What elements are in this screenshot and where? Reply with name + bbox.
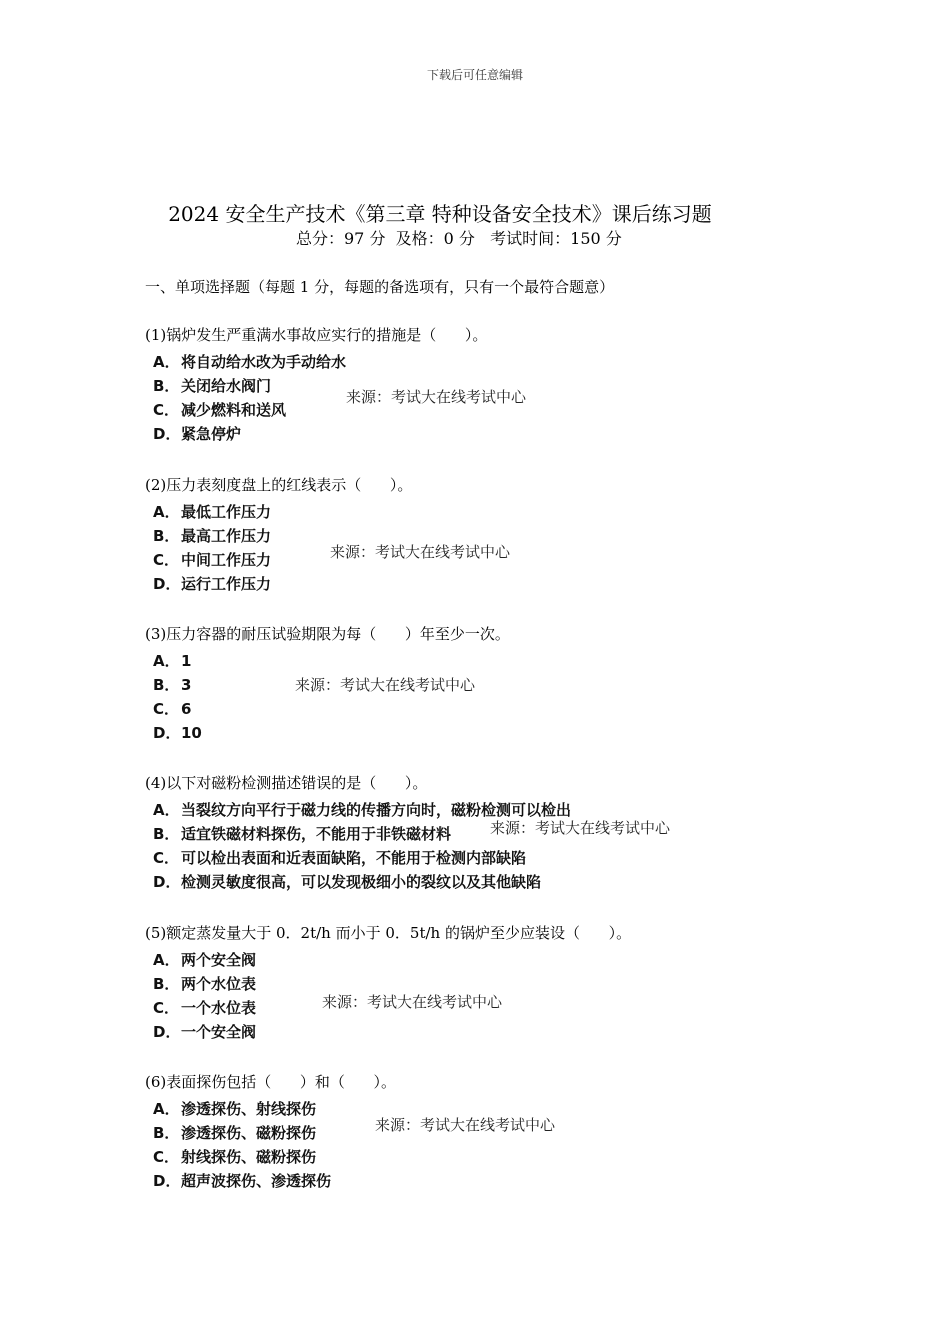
- source-watermark: 来源：考试大在线考试中心: [375, 1116, 556, 1134]
- option-a: [153, 948, 765, 972]
- section-title: 一、单项选择题（每题 1 分，每题的备选项有，只有一个最符合题意）: [145, 278, 615, 296]
- option-text: 运行工作压力: [181, 575, 272, 593]
- option-text: 渗透探伤、射线探伤: [181, 1100, 317, 1118]
- option-text: 紧急停炉: [181, 425, 242, 443]
- option-letter: A．: [153, 1100, 180, 1118]
- option-text: 适宜铁磁材料探伤，不能用于非铁磁材料: [181, 825, 452, 843]
- option-a: [153, 649, 765, 673]
- option-letter: B．: [153, 377, 180, 395]
- option-list: [145, 649, 765, 745]
- option-letter: B．: [153, 527, 180, 545]
- option-text: 将自动给水改为手动给水: [181, 353, 347, 371]
- question-stem: (6)表面探伤包括（ ）和（ ）。: [145, 1073, 396, 1091]
- option-d: [153, 870, 765, 894]
- option-letter: B．: [153, 975, 180, 993]
- question-stem: (3)压力容器的耐压试验期限为每（ ）年至少一次。: [145, 625, 510, 643]
- option-d: [153, 422, 765, 446]
- option-d: [153, 1020, 765, 1044]
- option-letter: B．: [153, 825, 180, 843]
- option-text: 最高工作压力: [181, 527, 272, 545]
- option-text: 射线探伤、磁粉探伤: [181, 1148, 317, 1166]
- option-text: 关闭给水阀门: [181, 377, 272, 395]
- option-letter: C．: [153, 401, 180, 419]
- option-letter: C．: [153, 849, 180, 867]
- option-c: [153, 1145, 765, 1169]
- option-c: [153, 697, 765, 721]
- option-c: [153, 846, 765, 870]
- option-letter: C．: [153, 551, 180, 569]
- option-letter: A．: [153, 652, 180, 670]
- option-letter: C．: [153, 1148, 180, 1166]
- option-letter: D．: [153, 724, 181, 742]
- option-letter: A．: [153, 503, 180, 521]
- exam-meta: 总分：97 分 及格：0 分 考试时间：150 分: [296, 229, 622, 248]
- option-letter: C．: [153, 999, 180, 1017]
- page-header-note: 下载后可任意编辑: [426, 68, 523, 82]
- question-stem: (1)锅炉发生严重满水事故应实行的措施是（ ）。: [145, 326, 488, 344]
- option-text: 两个安全阀: [181, 951, 257, 969]
- option-a: [153, 350, 765, 374]
- option-list: [145, 1097, 765, 1193]
- option-letter: D．: [153, 873, 181, 891]
- question-2: [145, 474, 765, 596]
- option-letter: A．: [153, 801, 180, 819]
- option-text: 减少燃料和送风: [181, 401, 287, 419]
- option-text: 检测灵敏度很高，可以发现极细小的裂纹以及其他缺陷: [181, 873, 542, 891]
- option-text: 一个水位表: [181, 999, 257, 1017]
- option-d: [153, 1169, 765, 1193]
- option-letter: B．: [153, 676, 180, 694]
- option-text: 10: [181, 724, 202, 742]
- option-text: 当裂纹方向平行于磁力线的传播方向时，磁粉检测可以检出: [181, 801, 572, 819]
- option-a: [153, 500, 765, 524]
- option-text: 6: [181, 700, 192, 718]
- option-letter: A．: [153, 951, 180, 969]
- option-text: 超声波探伤、渗透探伤: [181, 1172, 332, 1190]
- option-letter: D．: [153, 1023, 181, 1041]
- option-b: [153, 822, 765, 846]
- question-stem: (5)额定蒸发量大于 0．2t/h 而小于 0．5t/h 的锅炉至少应装设（ ）。: [145, 924, 632, 942]
- question-1: [145, 324, 765, 446]
- document-title: 2024 安全生产技术《第三章 特种设备安全技术》课后练习题: [168, 202, 712, 226]
- option-d: [153, 721, 765, 745]
- option-letter: D．: [153, 575, 181, 593]
- question-4: [145, 772, 765, 894]
- source-watermark: 来源：考试大在线考试中心: [295, 676, 476, 694]
- option-text: 中间工作压力: [181, 551, 272, 569]
- option-text: 一个安全阀: [181, 1023, 257, 1041]
- question-stem: (2)压力表刻度盘上的红线表示（ ）。: [145, 476, 413, 494]
- question-stem: (4)以下对磁粉检测描述错误的是（ ）。: [145, 774, 428, 792]
- question-5: [145, 922, 765, 1044]
- option-text: 1: [181, 652, 192, 670]
- option-list: [145, 798, 765, 894]
- option-text: 可以检出表面和近表面缺陷，不能用于检测内部缺陷: [181, 849, 527, 867]
- source-watermark: 来源：考试大在线考试中心: [330, 543, 511, 561]
- option-letter: B．: [153, 1124, 180, 1142]
- option-text: 3: [181, 676, 192, 694]
- option-text: 渗透探伤、磁粉探伤: [181, 1124, 317, 1142]
- option-text: 最低工作压力: [181, 503, 272, 521]
- option-letter: D．: [153, 1172, 181, 1190]
- source-watermark: 来源：考试大在线考试中心: [346, 388, 527, 406]
- option-letter: D．: [153, 425, 181, 443]
- option-letter: C．: [153, 700, 180, 718]
- option-a: [153, 798, 765, 822]
- option-d: [153, 572, 765, 596]
- option-text: 两个水位表: [181, 975, 257, 993]
- source-watermark: 来源：考试大在线考试中心: [490, 819, 671, 837]
- option-letter: A．: [153, 353, 180, 371]
- source-watermark: 来源：考试大在线考试中心: [322, 993, 503, 1011]
